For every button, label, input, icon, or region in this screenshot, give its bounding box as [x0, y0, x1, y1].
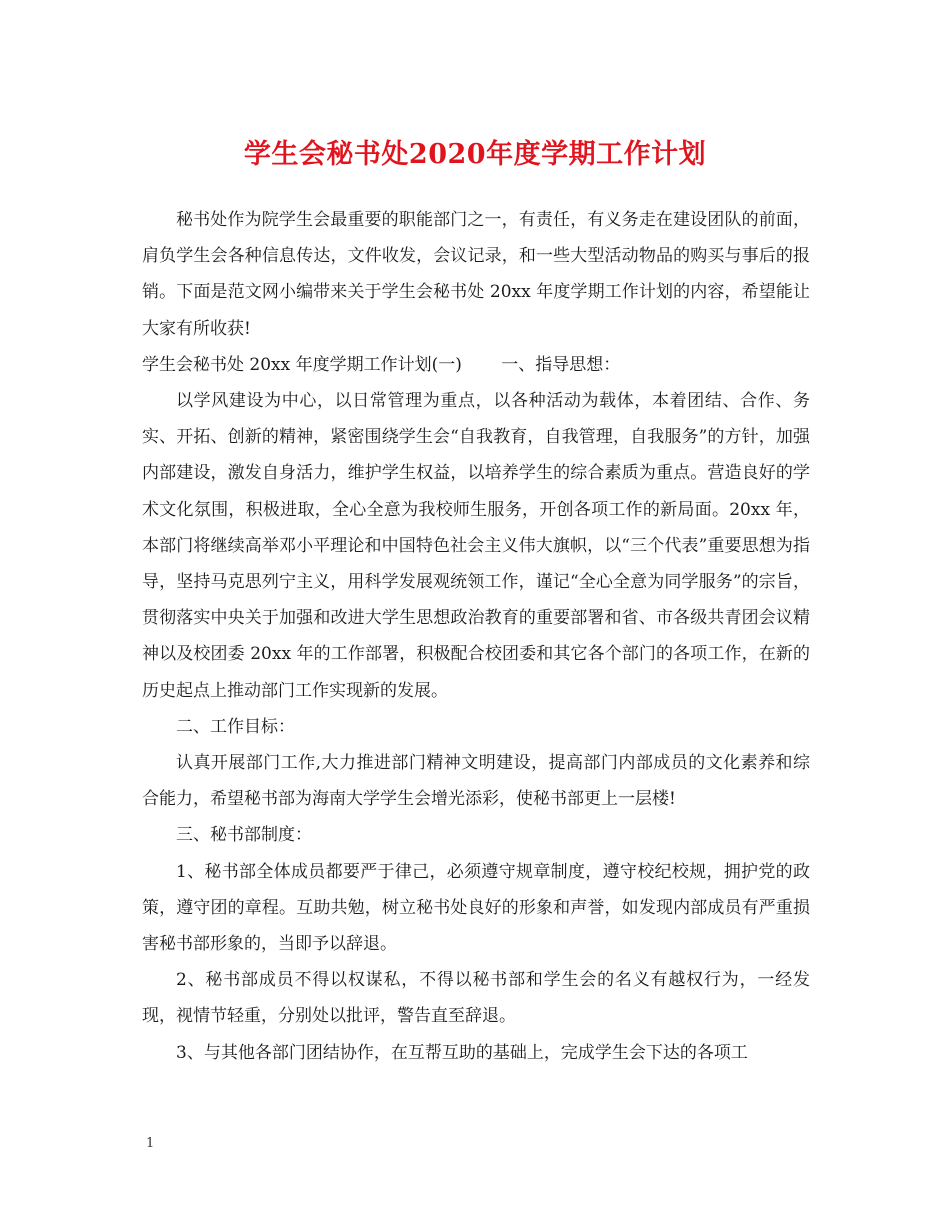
document-title: 学生会秘书处2020年度学期工作计划 [243, 139, 707, 170]
document-body [142, 202, 810, 1071]
paragraph-intro: 秘书处作为院学生会最重要的职能部门之一，有责任，有义务走在建设团队的前面，肩负学生会各种信息传达，文件收发，会议记录，和一些大型活动物品的购买与事后的报销。下面是范文网小编带来关于学生会秘书处 20xx 年度学期工作计划的内容，希望能让大家有所收获! [142, 210, 810, 339]
paragraph-goals: 认真开展部门工作,大力推进部门精神文明建设，提高部门内部成员的文化素养和综合能力，希望秘书部为海南大学学生会增光添彩，使秘书部更上一层楼! [142, 753, 810, 810]
section-heading-goals: 二、工作目标： [176, 716, 295, 737]
section-heading-rules: 三、秘书部制度： [176, 825, 312, 846]
paragraph-rule-3: 3、与其他各部门团结协作，在互帮互助的基础上，完成学生会下达的各项工 [176, 1042, 748, 1063]
page-number: 1 [146, 1136, 155, 1151]
paragraph-guiding-thought: 以学风建设为中心，以日常管理为重点，以各种活动为载体，本着团结、合作、务实、开拓、创新的精神，紧密围绕学生会“自我教育，自我管理，自我服务”的方针，加强内部建设，激发自身活力，维护学生权益，以培养学生的综合素质为重点。营造良好的学术文化氛围，积极进取，全心全意为我校师生服务，开创各项工作的新局面。20xx 年，本部门将继续高举邓小平理论和中国特色社会主义伟大旗帜，以“三个代表”重要思想为指导，坚持马克思列宁主义，用科学发展观统领工作，谨记“全心全意为同学服务”的宗旨，贯彻落实中央关于加强和改进大学生思想政治教育的重要部署和省、市各级共青团会议精神以及校团委 20xx 年的工作部署，积极配合校团委和其它各个部门的各项工作，在新的历史起点上推动部门工作实现新的发展。 [142, 391, 810, 701]
paragraph-rule-1: 1、秘书部全体成员都要严于律己，必须遵守规章制度，遵守校纪校规，拥护党的政策，遵守团的章程。互助共勉，树立秘书处良好的形象和声誉，如发现内部成员有严重损害秘书部形象的，当即予以辞退。 [142, 861, 810, 955]
paragraph-plan-heading: 学生会秘书处 20xx 年度学期工作计划(一) 一、指导思想： [142, 354, 621, 375]
paragraph-rule-2: 2、秘书部成员不得以权谋私，不得以秘书部和学生会的名义有越权行为，一经发现，视情节轻重，分别处以批评，警告直至辞退。 [142, 970, 810, 1027]
